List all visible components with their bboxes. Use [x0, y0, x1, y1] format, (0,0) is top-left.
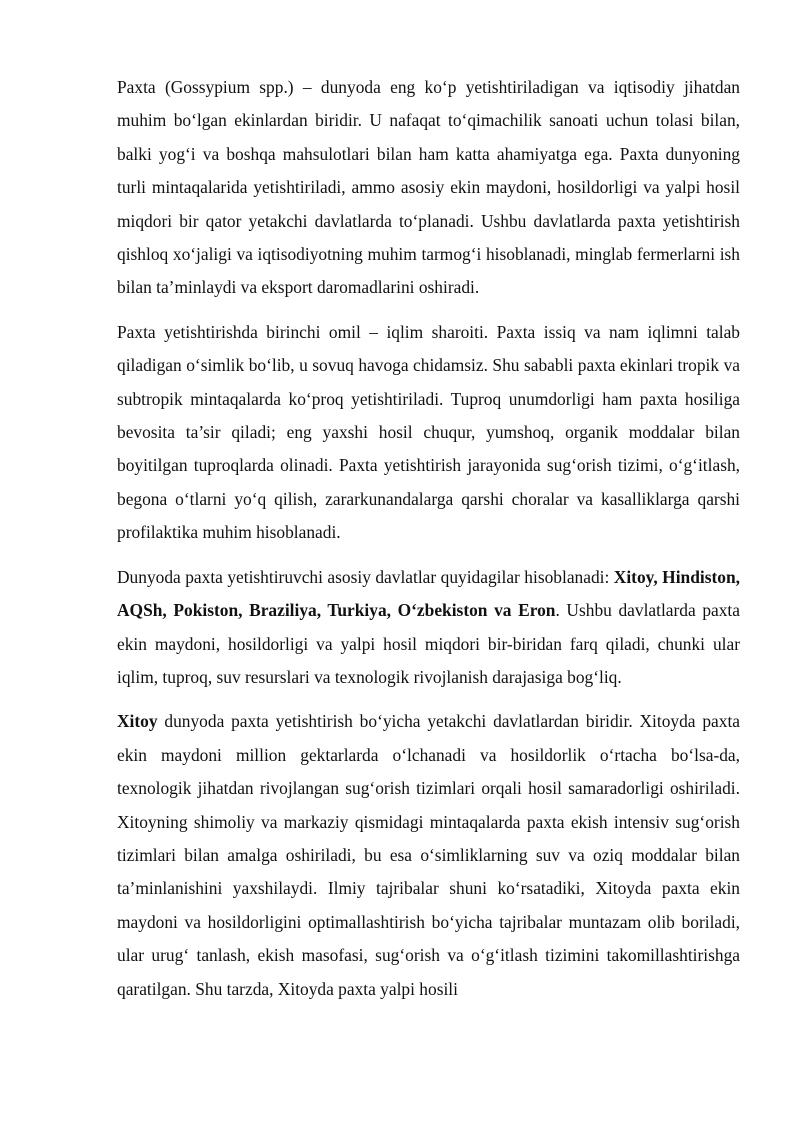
countries-intro-text: Dunyoda paxta yetishtiruvchi asosiy davlatlar quyidagilar hisoblanadi: — [117, 566, 614, 587]
paragraph-china — [117, 705, 740, 1006]
paragraph-intro: Paxta (Gossypium spp.) – dunyoda eng ko‘p yetishtiriladigan va iqtisodiy jihatdan muhim bo‘lgan ekinlardan biridir. U nafaqat to‘qimachilik sanoati uchun tolasi bilan, balki yog‘i va boshqa mahsulotlari bilan ham katta ahamiyatga ega. Paxta dunyoning turli mintaqalarida yetishtiriladi, ammo asosiy ekin maydoni, hosildorligi va yalpi hosil miqdori bir qator yetakchi davlatlarda to‘planadi. Ushbu davlatlarda paxta yetishtirish qishloq xo‘jaligi va iqtisodiyotning muhim tarmog‘i hisoblanadi, minglab fermerlarni ish bilan ta’minlaydi va eksport daromadlarini oshiradi. — [117, 77, 740, 298]
countries-rest-text: . Ushbu davlatlarda paxta ekin maydoni, hosildorligi va yalpi hosil miqdori bir-biridan farq qiladi, chunki ular iqlim, tuproq, suv resurslari va texnologik rivojlanish darajasiga bog‘liq. — [117, 600, 740, 687]
paragraph-countries — [117, 561, 740, 695]
countries-list-bold: Xitoy, Hindiston, AQSh, Pokiston, Braziliya, Turkiya, O‘zbekiston va Eron — [117, 566, 740, 621]
china-rest-text: dunyoda paxta yetishtirish bo‘yicha yetakchi davlatlardan biridir. Xitoyda paxta ekin maydoni million gektarlarda o‘lchanadi va hosildorlik o‘rtacha bo‘lsa-da, texnologik jihatdan rivojlangan sug‘orish tizimlari orqali hosil samaradorligi oshiriladi. Xitoyning shimoliy va markaziy qismidagi mintaqalarda paxta ekish intensiv sug‘orish tizimlari bilan amalga oshiriladi, bu esa o‘simliklarning suv va oziq moddalar bilan ta’minlanishini yaxshilaydi. Ilmiy tajribalar shuni ko‘rsatadiki, Xitoyda paxta ekin maydoni va hosildorligini optimallashtirish bo‘yicha tajribalar muntazam olib boriladi, ular urug‘ tanlash, ekish masofasi, sug‘orish va o‘g‘itlash tizimini takomillashtirishga qaratilgan. Shu tarzda, Xitoyda paxta yalpi hosili — [117, 711, 740, 999]
document-page — [117, 71, 740, 1017]
china-bold: Xitoy — [117, 711, 158, 732]
paragraph-climate: Paxta yetishtirishda birinchi omil – iqlim sharoiti. Paxta issiq va nam iqlimni talab qiladigan o‘simlik bo‘lib, u sovuq havoga chidamsiz. Shu sababli paxta ekinlari tropik va subtropik mintaqalarda ko‘proq yetishtiriladi. Tuproq unumdorligi ham paxta hosiliga bevosita ta’sir qiladi; eng yaxshi hosil chuqur, yumshoq, organik moddalar bilan boyitilgan tuproqlarda olinadi. Paxta yetishtirish jarayonida sug‘orish tizimi, o‘g‘itlash, begona o‘tlarni yo‘q qilish, zararkunandalarga qarshi choralar va kasalliklarga qarshi profilaktika muhim hisoblanadi. — [117, 321, 740, 543]
